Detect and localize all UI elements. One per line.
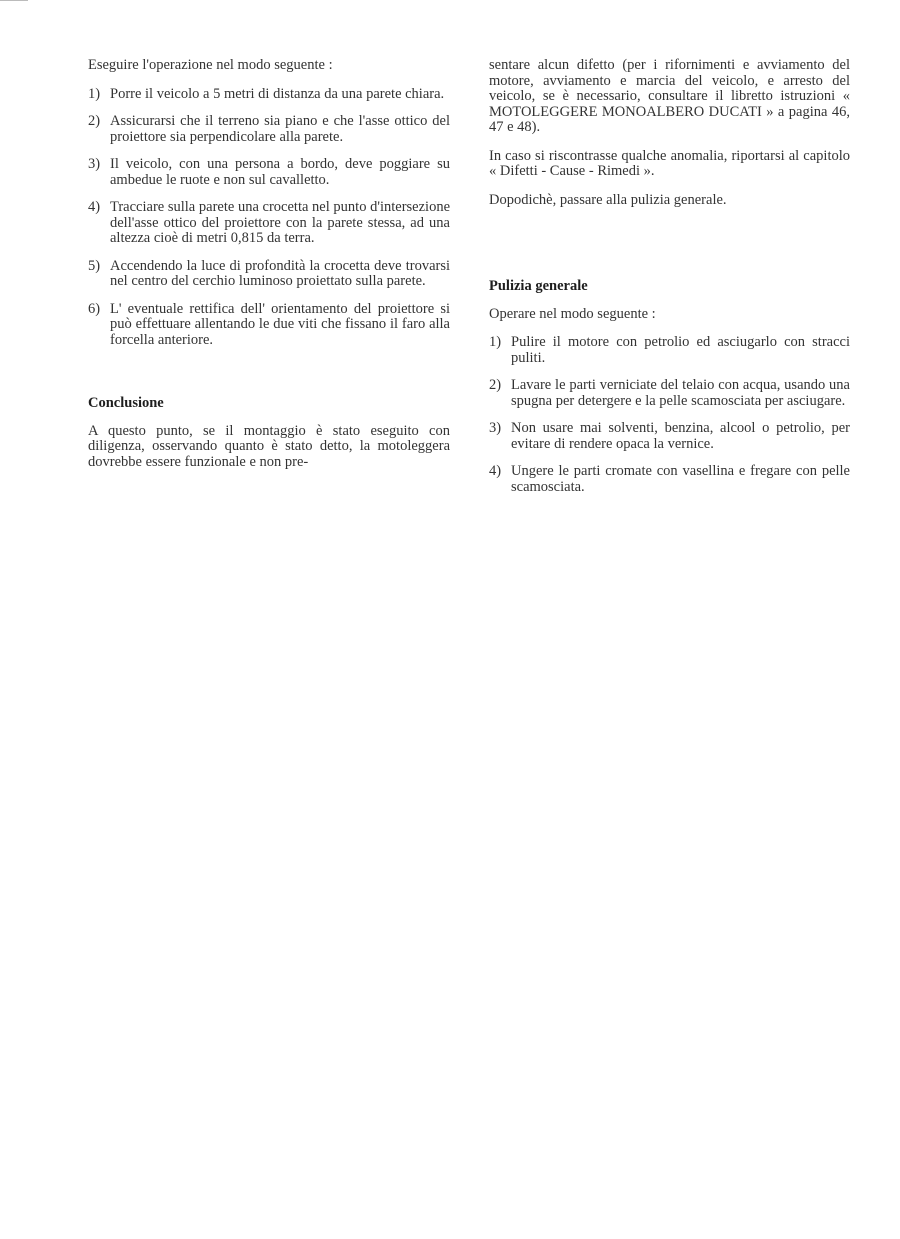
list-item bbox=[489, 464, 850, 495]
list-item bbox=[88, 200, 450, 247]
pulizia-heading: Pulizia generale bbox=[489, 278, 588, 294]
step-number: 5) bbox=[88, 257, 101, 274]
step-text: Non usare mai solventi, benzina, alcool o petrolio, per evitare di rendere opaca la vernice. bbox=[511, 420, 850, 452]
step-text: Accendendo la luce di profondità la crocetta deve trovarsi nel centro del cerchio luminoso proiettato sulla parete. bbox=[110, 257, 450, 289]
step-text: Lavare le parti verniciate del telaio con acqua, usando una spugna per detergere e la pelle scamosciata per asciugare. bbox=[511, 377, 850, 409]
list-item bbox=[88, 259, 450, 290]
continuation-paragraph: sentare alcun difetto (per i rifornimenti e avviamento del motore, avviamento e marcia del veicolo, e arresto del veicolo, se è necessario, consultare il libretto istruzioni « MOTOLEGGERE MONOALBERO DUCATI » a pagina 46, 47 e 48). bbox=[489, 57, 850, 135]
step-number: 2) bbox=[88, 113, 101, 129]
conclusione-paragraph: A questo punto, se il montaggio è stato eseguito con diligenza, osservando quanto è stato detto, la motoleggera dovrebbe essere funzionale e non pre- bbox=[88, 422, 450, 470]
list-item bbox=[489, 378, 850, 409]
step-text: L' eventuale rettifica dell' orientamento del proiettore si può effettuare allentando le due viti che fissano il faro alla forcella anteriore. bbox=[110, 300, 450, 348]
list-item bbox=[88, 114, 450, 145]
step-text: Assicurarsi che il terreno sia piano e che l'asse ottico del proiettore sia perpendicolare alla parete. bbox=[110, 113, 450, 145]
spacer bbox=[489, 221, 850, 279]
step-number: 1) bbox=[88, 85, 101, 102]
list-item bbox=[88, 87, 450, 103]
step-number: 6) bbox=[88, 300, 101, 317]
pulizia-intro-paragraph: Operare nel modo seguente : bbox=[489, 305, 656, 322]
list-item bbox=[489, 335, 850, 366]
step-number: 1) bbox=[489, 334, 502, 350]
step-number: 3) bbox=[88, 156, 101, 172]
headlight-steps-list bbox=[88, 87, 450, 349]
list-item bbox=[88, 157, 450, 188]
list-item bbox=[88, 302, 450, 349]
step-number: 2) bbox=[489, 377, 502, 393]
step-number: 4) bbox=[489, 463, 502, 479]
step-text: Ungere le parti cromate con vasellina e fregare con pelle scamosciata. bbox=[511, 463, 850, 495]
spacer bbox=[88, 361, 450, 396]
anomalia-paragraph: In caso si riscontrasse qualche anomalia, riportarsi al capitolo « Difetti - Cause - Rimedi ». bbox=[489, 147, 850, 179]
left-column bbox=[88, 58, 450, 483]
step-text: Pulire il motore con petrolio ed asciugarlo con stracci puliti. bbox=[511, 334, 850, 366]
step-text: Il veicolo, con una persona a bordo, deve poggiare su ambedue le ruote e non sul cavalletto. bbox=[110, 156, 450, 188]
cleaning-steps-list bbox=[489, 335, 850, 495]
intro-paragraph: Eseguire l'operazione nel modo seguente : bbox=[88, 57, 333, 73]
conclusione-heading: Conclusione bbox=[88, 395, 164, 411]
dopodiche-paragraph: Dopodichè, passare alla pulizia generale. bbox=[489, 191, 727, 208]
scan-edge-mark bbox=[0, 0, 28, 1]
step-text: Porre il veicolo a 5 metri di distanza da una parete chiara. bbox=[110, 85, 445, 102]
step-number: 3) bbox=[489, 420, 502, 436]
list-item bbox=[489, 421, 850, 452]
right-column bbox=[489, 58, 850, 508]
step-number: 4) bbox=[88, 199, 101, 215]
step-text: Tracciare sulla parete una crocetta nel punto d'intersezione dell'asse ottico del proiettore con la parete stessa, ad una altezza cioè di metri 0,815 da terra. bbox=[110, 199, 450, 246]
